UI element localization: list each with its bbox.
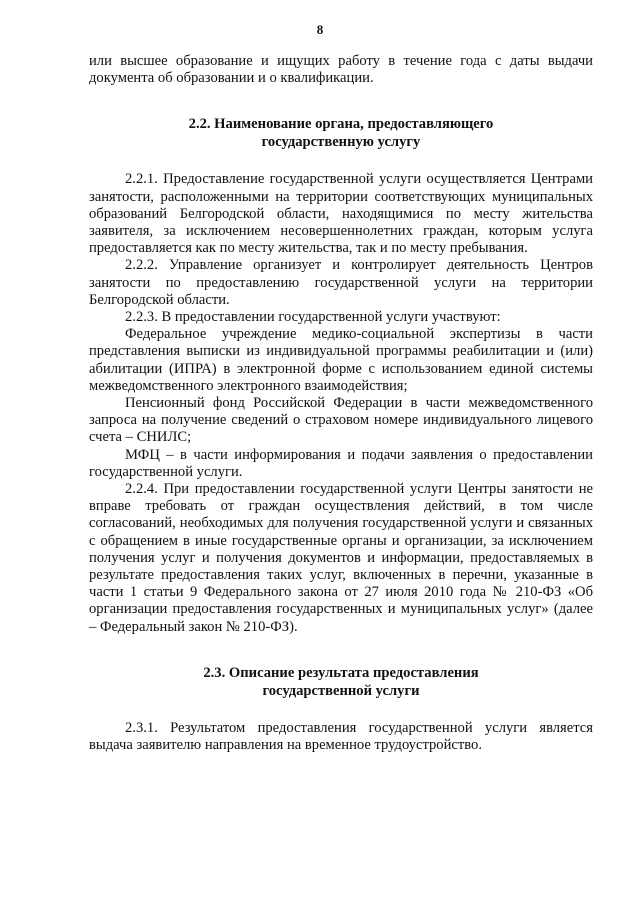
section-heading-line: 2.3. Описание результата предоставления [203,664,479,681]
section-heading-line: государственной услуги [262,682,420,699]
paragraph-2-3-1: 2.3.1. Результатом предоставления государственной услуги является выдача заявителю направления на временное трудоустройство. [89,719,593,754]
section-2-3-heading [89,664,593,700]
section-2-2-body [89,171,593,635]
section-2-2-heading [89,115,593,151]
section-heading-line: государственную услугу [261,134,421,151]
paragraph-2-2-3: 2.2.3. В предоставлении государственной услуги участвуют: [125,309,501,326]
participant-item: Федеральное учреждение медико-социальной экспертизы в части представления выписки из индивидуальной программы реабилитации и (или) абилитации (ИПРА) в электронной форме с использованием единой системы межведомственного электронного взаимодействия; [89,326,593,394]
paragraph-2-2-2: 2.2.2. Управление организует и контролирует деятельность Центров занятости по предоставлению государственной услуги на территории Белгородской области. [89,257,593,308]
paragraph-2-2-1: 2.2.1. Предоставление государственной услуги осуществляется Центрами занятости, расположенными на территории соответствующих муниципальных образований Белгородской области, находящимися по месту жительства заявителя, за исключением несовершеннолетних граждан, которым услуга предоставляется как по месту жительства, так и по месту пребывания. [89,171,593,257]
section-2-3-body [89,720,593,754]
section-heading-line: 2.2. Наименование органа, предоставляющего [188,116,494,133]
paragraph-2-2-4: 2.2.4. При предоставлении государственной услуги Центры занятости не вправе требовать от граждан осуществления действий, в том числе согласований, необходимых для получения государственной услуги и связанных с обращением в иные государственные органы и организации, за исключением получения услуг и получения документов и информации, предоставляемых в результате предоставления таких услуг, включенных в перечни, указанные в части 1 статьи 9 Федерального закона от 27 июля 2010 года № 210-ФЗ «Об организации предоставления государственных и муниципальных услуг» (далее – Федеральный закон № 210-ФЗ). [89,481,593,635]
page-content [89,53,593,754]
participant-item: Пенсионный фонд Российской Федерации в части межведомственного запроса на получение сведений о страховом номере индивидуального лицевого счета – СНИЛС; [89,395,593,446]
page-number: 8 [316,22,324,37]
intro-paragraph: или высшее образование и ищущих работу в течение года с даты выдачи документа об образовании и о квалификации. [89,53,593,87]
participant-item: МФЦ – в части информирования и подачи заявления о предоставлении государственной услуги. [89,446,593,480]
